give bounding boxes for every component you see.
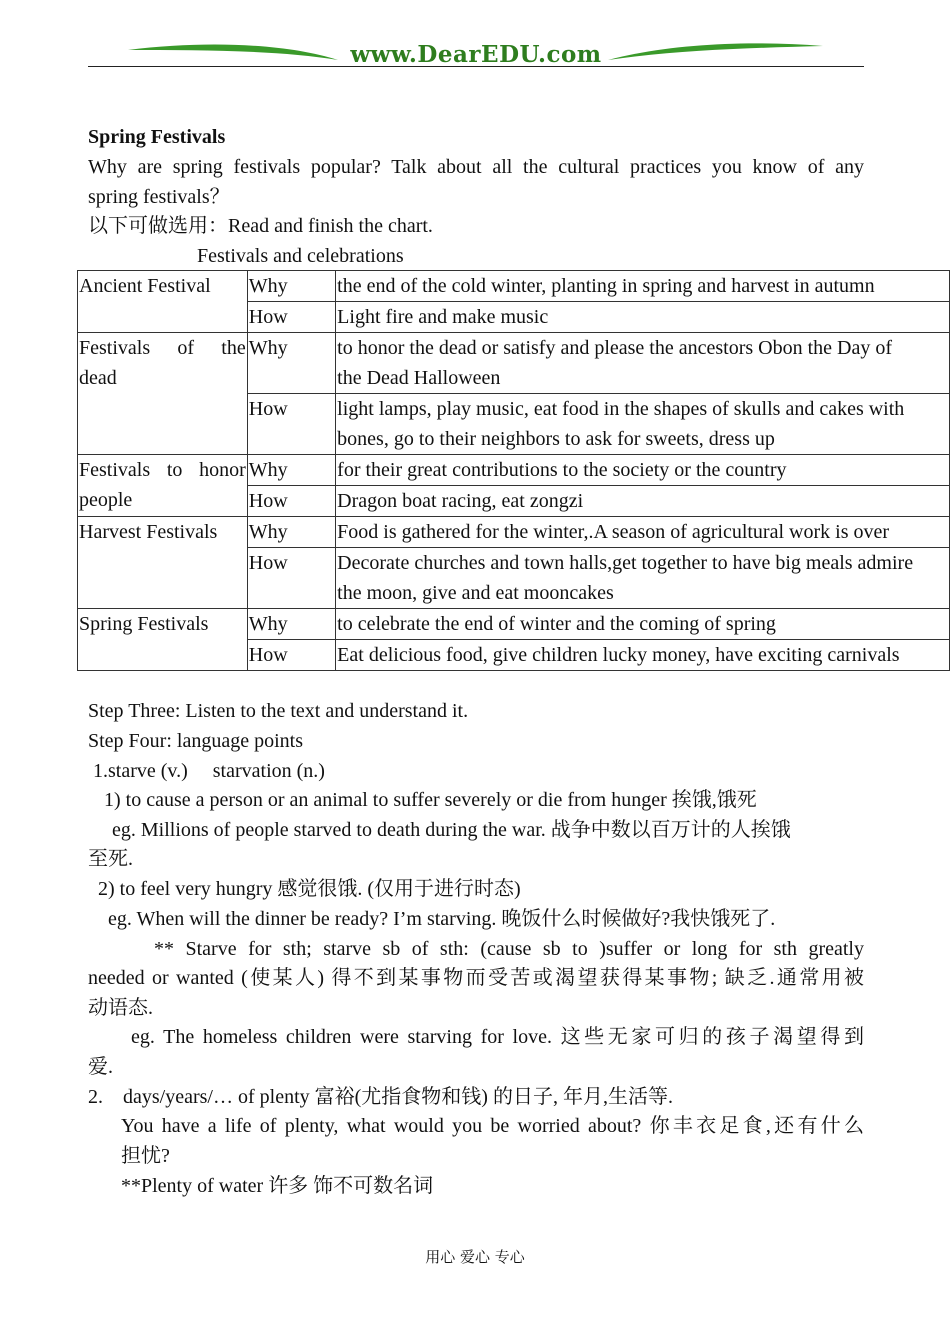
point-2-heading: 2. days/years/… of plenty 富裕(尤指食物和钱) 的日子, 年月,生活等. xyxy=(88,1086,673,1108)
how-text-cell-line-1: Dragon boat racing, eat zongzi xyxy=(337,490,584,512)
step-three: Step Three: Listen to the text and understand it. xyxy=(88,700,469,722)
festival-name-line-1: Spring Festivals xyxy=(79,613,209,635)
festival-name-cell xyxy=(78,271,248,333)
festival-name-cell xyxy=(78,517,248,609)
how-text-cell-line-1: Eat delicious food, give children lucky money, have exciting carnivals xyxy=(337,644,900,666)
why-text-cell xyxy=(336,333,950,394)
optional-instruction: 以下可做选用：Read and finish the chart. xyxy=(88,215,433,237)
chart-caption: Festivals and celebrations xyxy=(197,245,404,267)
question-line-1: Why are spring festivals popular? Talk about all the cultural practices you know of any xyxy=(88,156,864,178)
how-text-cell xyxy=(336,486,950,517)
why-label-cell: Why xyxy=(247,271,335,302)
why-label-cell: Why xyxy=(247,609,335,640)
festivals-table xyxy=(77,270,950,671)
how-label-cell: How xyxy=(247,486,335,517)
point-1-example-1b: 至死. xyxy=(88,848,133,870)
why-text-cell xyxy=(336,609,950,640)
how-text-cell xyxy=(336,394,950,455)
festival-name-line-2: dead xyxy=(79,367,117,389)
section-title: Spring Festivals xyxy=(88,126,226,148)
why-text-cell-line-1: the end of the cold winter, planting in spring and harvest in autumn xyxy=(337,275,875,297)
site-logo-text: www.DearEDU.com xyxy=(350,41,602,68)
how-text-cell xyxy=(336,640,950,671)
how-label-cell: How xyxy=(247,394,335,455)
point-2-example-b: 担忧? xyxy=(121,1145,170,1167)
point-1-example-2: eg. When will the dinner be ready? I’m starving. 晚饭什么时候做好?我快饿死了. xyxy=(108,908,776,930)
why-label-cell: Why xyxy=(247,333,335,394)
festival-name-line-1: Harvest Festivals xyxy=(79,521,218,543)
question-line-2: spring festivals？ xyxy=(88,186,230,208)
why-text-cell xyxy=(336,517,950,548)
how-label-cell: How xyxy=(247,548,335,609)
table-row xyxy=(78,517,950,548)
how-text-cell xyxy=(336,302,950,333)
how-text-cell-line-1: Decorate churches and town halls,get together to have big meals admire xyxy=(337,552,914,574)
why-text-cell-line-1: to honor the dead or satisfy and please the ancestors Obon the Day of xyxy=(337,337,893,359)
point-1-heading: 1.starve (v.) starvation (n.) xyxy=(88,760,325,782)
site-header xyxy=(88,38,864,68)
point-1-note-a: ** Starve for sth; starve sb of sth: (cause sb to )suffer or long for sth greatly xyxy=(154,938,864,960)
point-2-example-a: You have a life of plenty, what would you be worried about? 你丰衣足食,还有什么 xyxy=(121,1115,864,1137)
header-rule xyxy=(88,66,864,67)
how-text-cell-line-2: the moon, give and eat mooncakes xyxy=(337,582,614,604)
how-text-cell-line-1: light lamps, play music, eat food in the shapes of skulls and cakes with xyxy=(337,398,905,420)
table-row xyxy=(78,455,950,486)
festival-name-cell xyxy=(78,609,248,671)
table-row xyxy=(78,271,950,302)
festival-name-line-1: Festivals to honor xyxy=(79,459,246,481)
festival-name-line-2: people xyxy=(79,489,133,511)
step-four: Step Four: language points xyxy=(88,730,303,752)
festival-name-line-1: Ancient Festival xyxy=(79,275,211,297)
why-text-cell-line-1: to celebrate the end of winter and the coming of spring xyxy=(337,613,776,635)
point-1-example-3a: eg. The homeless children were starving for love. 这些无家可归的孩子渴望得到 xyxy=(131,1026,864,1048)
why-text-cell-line-1: Food is gathered for the winter,.A season of agricultural work is over xyxy=(337,521,890,543)
point-1-definition-2: 2) to feel very hungry 感觉很饿. (仅用于进行时态) xyxy=(98,878,521,900)
table-row xyxy=(78,609,950,640)
why-text-cell-line-1: for their great contributions to the society or the country xyxy=(337,459,787,481)
why-text-cell-line-2: the Dead Halloween xyxy=(337,367,501,389)
festival-name-cell xyxy=(78,455,248,517)
point-1-definition-1: 1) to cause a person or an animal to suffer severely or die from hunger 挨饿,饿死 xyxy=(104,789,757,811)
point-1-example-1a: eg. Millions of people starved to death during the war. 战争中数以百万计的人挨饿 xyxy=(112,819,791,841)
why-label-cell: Why xyxy=(247,455,335,486)
how-text-cell-line-2: bones, go to their neighbors to ask for sweets, dress up xyxy=(337,428,775,450)
why-text-cell xyxy=(336,455,950,486)
how-label-cell: How xyxy=(247,640,335,671)
point-1-note-b: needed or wanted (使某人) 得不到某事物而受苦或渴望获得某事物; 缺乏.通常用被 xyxy=(88,967,864,989)
point-1-note-c: 动语态. xyxy=(88,997,153,1019)
why-text-cell xyxy=(336,271,950,302)
festival-name-line-1: Festivals of the xyxy=(79,337,246,359)
festival-name-cell xyxy=(78,333,248,455)
table-row xyxy=(78,333,950,394)
why-label-cell: Why xyxy=(247,517,335,548)
how-text-cell xyxy=(336,548,950,609)
point-2-note: **Plenty of water 许多 饰不可数名词 xyxy=(121,1175,434,1197)
how-label-cell: How xyxy=(247,302,335,333)
page-footer: 用心 爱心 专心 xyxy=(425,1248,525,1266)
how-text-cell-line-1: Light fire and make music xyxy=(337,306,549,328)
point-1-example-3b: 爱. xyxy=(88,1056,113,1078)
